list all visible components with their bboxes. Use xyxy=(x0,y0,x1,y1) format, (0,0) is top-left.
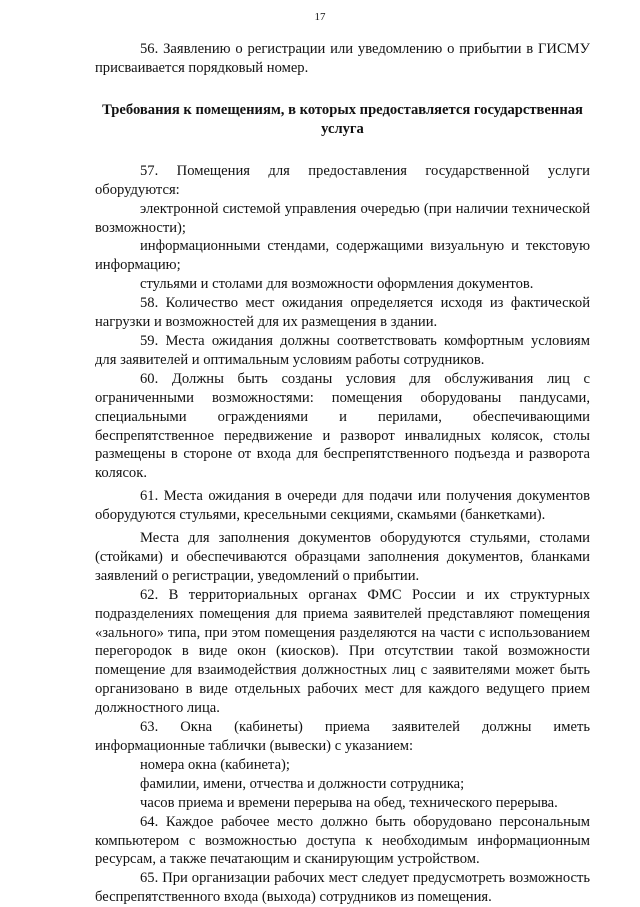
page-number: 17 xyxy=(314,11,326,23)
paragraph: 65. При организации рабочих мест следует предусмотреть возможность беспрепятственного входа (выхода) сотрудников из помещения. xyxy=(95,870,590,906)
paragraph-56: 56. Заявлению о регистрации или уведомлению о прибытии в ГИСМУ присваивается порядковый номер. xyxy=(95,41,590,76)
paragraph: стульями и столами для возможности оформления документов. xyxy=(140,276,534,293)
paragraph-list xyxy=(95,162,590,907)
paragraph: 60. Должны быть созданы условия для обслуживания лиц с ограниченными возможностями: помещения оборудованы пандусами, специальными ограждениями и перилами, обеспечивающими беспрепятственное передвижение и разворот инвалидных колясок, столы размещены в стороне от входа для беспрепятственного подъезда и разворота колясок. xyxy=(95,370,590,482)
paragraph: 57. Помещения для предоставления государственной услуги оборудуются: xyxy=(95,162,590,198)
paragraph: 63. Окна (кабинеты) приема заявителей должны иметь информационные таблички (вывески) с указанием: xyxy=(95,719,590,754)
paragraph: 64. Каждое рабочее место должно быть оборудовано персональным компьютером с возможностью доступа к необходимым информационным ресурсам, а также печатающим и сканирующим устройством. xyxy=(95,813,590,868)
paragraph: 62. В территориальных органах ФМС России и их структурных подразделениях помещения для приема заявителей представляют помещения «зального» типа, при этом помещения разделяются на части с использованием перегородок в виде окон (киосков). При отсутствии такой возможности помещение для взаимодействия должностных лиц с заявителями может быть организовано в виде отдельных рабочих мест для каждого ведущего прием должностного лица. xyxy=(95,586,590,717)
paragraph: номера окна (кабинета); xyxy=(140,756,290,773)
paragraph: фамилии, имени, отчества и должности сотрудника; xyxy=(140,775,465,792)
section-title: Требования к помещениям, в которых предоставляется государственная услуга xyxy=(102,101,583,137)
paragraph: 59. Места ожидания должны соответствовать комфортным условиям для заявителей и оптимальным условиям работы сотрудников. xyxy=(95,332,590,368)
paragraph: информационными стендами, содержащими визуальную и текстовую информацию; xyxy=(95,238,590,274)
paragraph: 58. Количество мест ожидания определяется исходя из фактической нагрузки и возможностей для их размещения в здании. xyxy=(95,295,590,331)
paragraph: Места для заполнения документов оборудуются стульями, столами (стойками) и обеспечиваются образцами заполнения документов, бланками заявлений о регистрации, уведомлений о прибытии. xyxy=(95,530,590,584)
paragraph: 61. Места ожидания в очереди для подачи или получения документов оборудуются стульями, кресельными секциями, скамьями (банкетками). xyxy=(95,488,590,524)
document-body xyxy=(95,40,590,907)
paragraph: электронной системой управления очередью (при наличии технической возможности); xyxy=(95,200,590,236)
paragraph: часов приема и времени перерыва на обед, технического перерыва. xyxy=(140,794,558,811)
